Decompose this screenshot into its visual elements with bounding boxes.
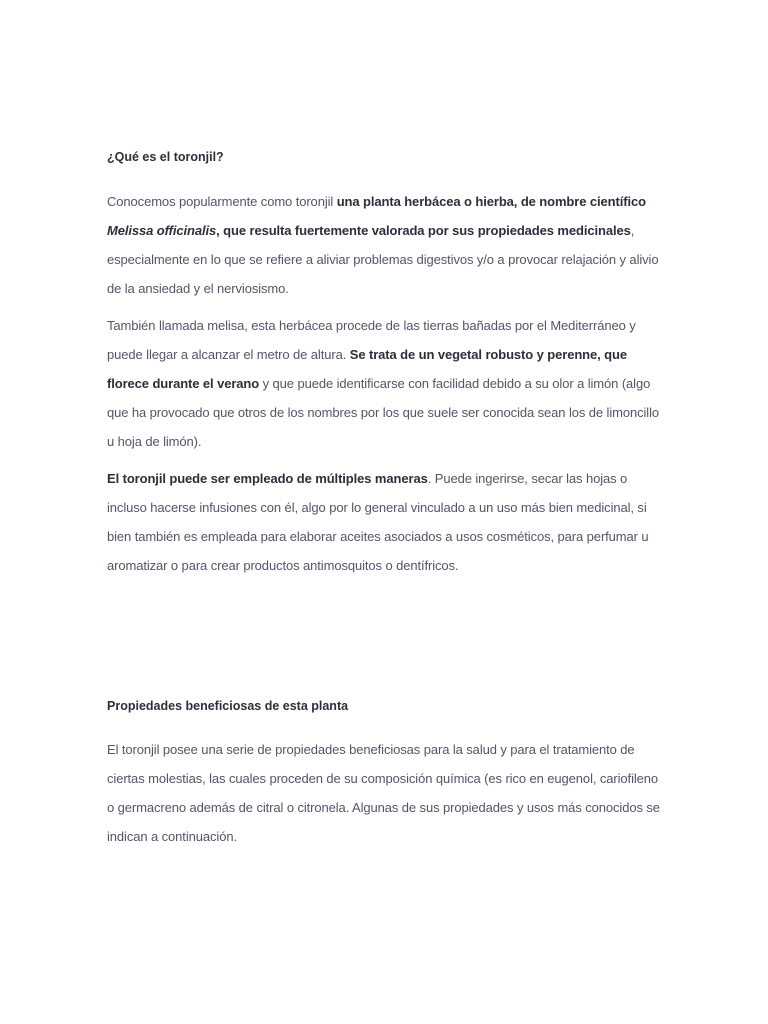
text-segment: El toronjil posee una serie de propiedades beneficiosas para la salud y para el tratamiento de ciertas molestias, las cuales proceden de su composición química (es rico en eugenol, cariofileno o germacreno además de citral o citronela. Algunas de sus propiedades y usos más conocidos se indican a continuación.: [107, 742, 660, 844]
text-segment: Se trata de un vegetal robusto y perenne, que florece durante el verano: [107, 347, 627, 391]
text-segment: Conocemos popularmente como toronjil: [107, 194, 337, 209]
text-segment: , especialmente en lo que se refiere a aliviar problemas digestivos y/o a provocar relajación y alivio de la ansiedad y el nerviosismo.: [107, 223, 659, 296]
section-heading-propiedades: Propiedades beneficiosas de esta planta: [107, 699, 349, 713]
text-segment: El toronjil puede ser empleado de múltiples maneras: [107, 471, 428, 486]
paragraph-usos: [107, 464, 663, 580]
section-heading-toronjil: ¿Qué es el toronjil?: [107, 150, 224, 164]
text-segment: y que puede identificarse con facilidad debido a su olor a limón (algo que ha provocado que otros de los nombres por los que suele ser conocida sean los de limoncillo u hoja de limón).: [107, 376, 660, 449]
text-segment: , que resulta fuertemente valorada por sus propiedades medicinales: [216, 223, 631, 238]
paragraph-intro: [107, 187, 663, 303]
text-segment: También llamada melisa, esta herbácea procede de las tierras bañadas por el Mediterráneo y puede llegar a alcanzar el metro de altura.: [107, 318, 636, 362]
text-segment: Melissa officinalis: [107, 223, 217, 238]
paragraph-melisa: [107, 311, 663, 456]
text-segment: . Puede ingerirse, secar las hojas o incluso hacerse infusiones con él, algo por lo general vinculado a un uso más bien medicinal, si bien también es empleada para elaborar aceites asociados a usos cosméticos, para perfumar u aromatizar o para crear productos antimosquitos o dentífricos.: [107, 471, 649, 573]
text-segment: una planta herbácea o hierba, de nombre científico: [336, 194, 646, 209]
paragraph-propiedades: [107, 735, 663, 851]
